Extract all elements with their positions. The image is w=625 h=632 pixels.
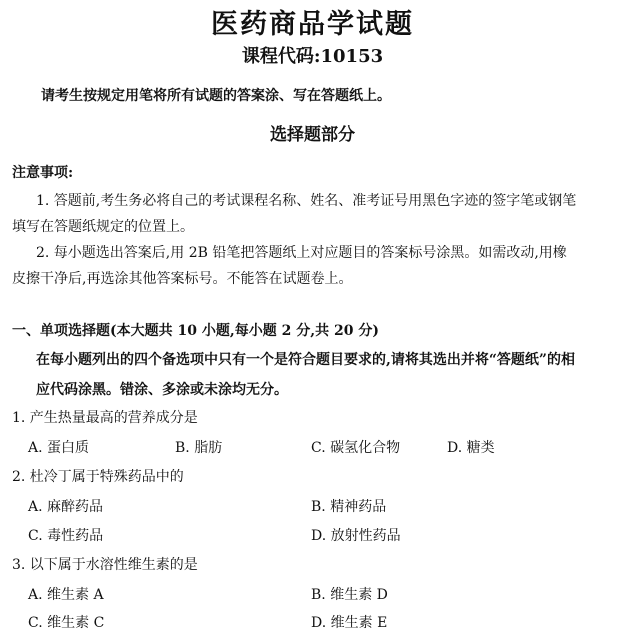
question-2-stem: 2. 杜冷丁属于特殊药品中的 [12, 469, 184, 485]
q1-option-d: D. 糖类 [447, 440, 495, 456]
note-1-line-1: 1. 答题前,考生务必将自己的考试课程名称、姓名、准考证号用黑色字迹的签字笔或钢笔 [36, 193, 577, 209]
q1-option-a: A. 蛋白质 [28, 440, 90, 456]
q2-option-a: A. 麻醉药品 [28, 499, 104, 515]
q2-option-b: B. 精神药品 [311, 499, 387, 515]
q1-option-b: B. 脂肪 [175, 440, 223, 456]
q3-option-c: C. 维生素 C [28, 615, 105, 631]
part-title: 选择题部分 [270, 125, 355, 145]
q2-option-d: D. 放射性药品 [311, 528, 401, 544]
note-2-line-1: 2. 每小题选出答案后,用 2B 铅笔把答题纸上对应题目的答案标号涂黑。如需改动,用橡 [36, 245, 567, 261]
q3-option-d: D. 维生素 E [311, 615, 388, 631]
note-2-line-2: 皮擦干净后,再选涂其他答案标号。不能答在试题卷上。 [12, 271, 353, 287]
answer-instruction: 请考生按规定用笔将所有试题的答案涂、写在答题纸上。 [41, 88, 391, 104]
section-heading: 一、单项选择题(本大题共 10 小题,每小题 2 分,共 20 分) [12, 323, 379, 339]
q3-option-b: B. 维生素 D [311, 587, 388, 603]
question-1-stem: 1. 产生热量最高的营养成分是 [12, 410, 198, 426]
section-desc-line-2: 应代码涂黑。错涂、多涂或未涂均无分。 [36, 382, 288, 398]
exam-title: 医药商品学试题 [211, 9, 414, 40]
section-desc-line-1: 在每小题列出的四个备选项中只有一个是符合题目要求的,请将其选出并将“答题纸”的相 [36, 352, 575, 368]
q1-option-c: C. 碳氢化合物 [311, 440, 401, 456]
q3-option-a: A. 维生素 A [28, 587, 104, 603]
q2-option-c: C. 毒性药品 [28, 528, 104, 544]
course-code: 课程代码:10153 [241, 46, 384, 67]
question-3-stem: 3. 以下属于水溶性维生素的是 [12, 557, 198, 573]
notes-heading: 注意事项: [12, 165, 74, 181]
note-1-line-2: 填写在答题纸规定的位置上。 [12, 219, 194, 235]
